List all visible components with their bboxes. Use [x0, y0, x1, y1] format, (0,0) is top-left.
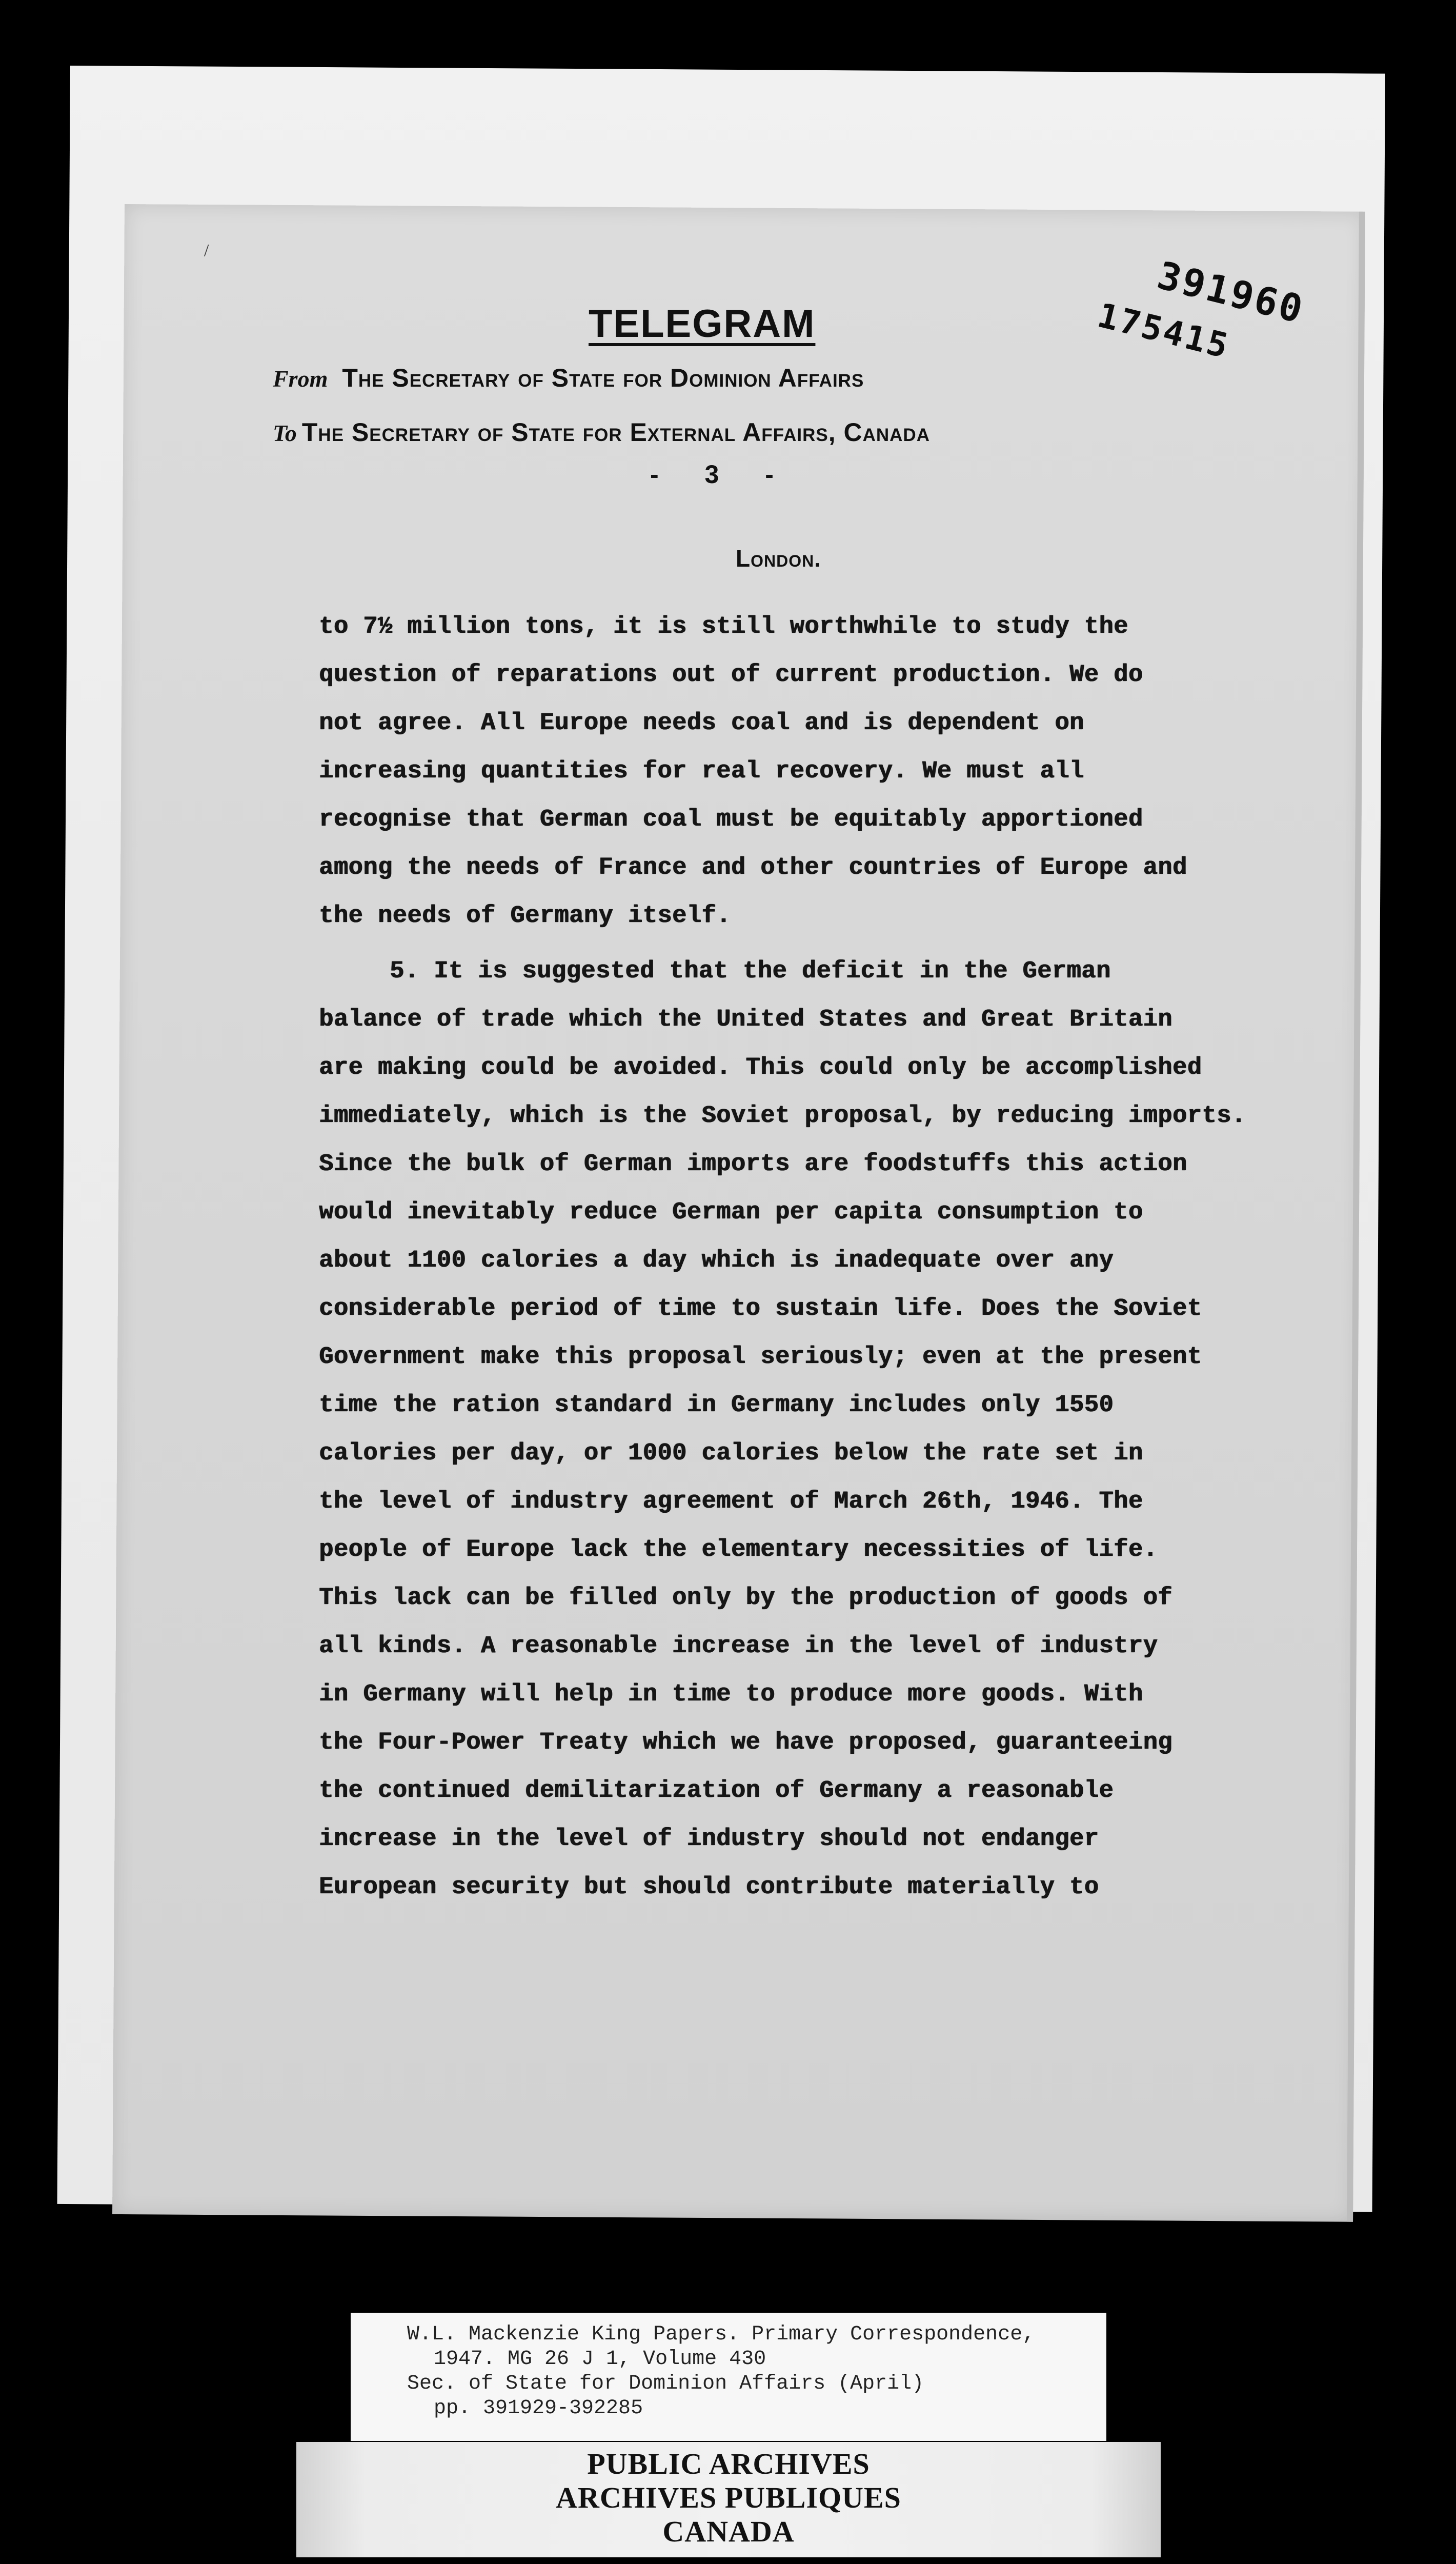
body-line: the needs of Germany itself. [319, 903, 731, 930]
body-line: This lack can be filled only by the production of goods of [319, 1585, 1172, 1612]
body-line: the level of industry agreement of March 26th, 1946. The [319, 1488, 1143, 1515]
from-label: From [273, 366, 328, 392]
body-line: people of Europe lack the elementary necessities of life. [319, 1536, 1158, 1564]
body-line: Since the bulk of German imports are foodstuffs this action [319, 1151, 1187, 1178]
archives-line-country: CANADA [662, 2515, 795, 2548]
body-line: among the needs of France and other countries of Europe and [319, 854, 1187, 882]
reference-line: Sec. of State for Dominion Affairs (April) [407, 2372, 924, 2395]
body-line: all kinds. A reasonable increase in the level of industry [319, 1633, 1158, 1660]
to-label: To [273, 420, 297, 446]
body-line: considerable period of time to sustain life. Does the Soviet [319, 1295, 1202, 1323]
archives-line-en: PUBLIC ARCHIVES [587, 2447, 870, 2480]
reference-label [351, 2313, 1106, 2441]
body-line: 5. It is suggested that the deficit in the German [390, 958, 1111, 985]
body-line: about 1100 calories a day which is inadequate over any [319, 1247, 1114, 1274]
registry-stamp-top: 391960 [1153, 253, 1309, 332]
body-line: immediately, which is the Soviet proposal, by reducing imports. [319, 1103, 1246, 1130]
reference-line: pp. 391929-392285 [434, 2397, 643, 2420]
body-line: the continued demilitarization of Germany a reasonable [319, 1777, 1114, 1805]
body-line: would inevitably reduce German per capita consumption to [319, 1199, 1143, 1226]
reference-line: 1947. MG 26 J 1, Volume 430 [434, 2348, 766, 2371]
body-line: calories per day, or 1000 calories below the rate set in [319, 1440, 1143, 1467]
body-line: are making could be avoided. This could only be accomplished [319, 1054, 1202, 1081]
body-line: increasing quantities for real recovery. We must all [319, 758, 1084, 785]
from-text: The Secretary of State for Dominion Affairs [342, 364, 864, 392]
body-line: to 7½ million tons, it is still worthwhile to study the [319, 613, 1128, 640]
place-line: London. [736, 545, 821, 572]
body-line: in Germany will help in time to produce more goods. With [319, 1681, 1143, 1708]
body-line: question of reparations out of current production. We do [319, 662, 1143, 689]
body-line: time the ration standard in Germany includes only 1550 [319, 1392, 1114, 1419]
to-text: The Secretary of State for External Affairs, Canada [301, 418, 930, 447]
body-line: increase in the level of industry should not endanger [319, 1826, 1099, 1853]
to-line [273, 417, 930, 447]
registry-stamp-bottom: 175415 [1094, 295, 1234, 367]
body-line: not agree. All Europe needs coal and is dependent on [319, 710, 1084, 737]
from-line [273, 363, 864, 393]
body-line: balance of trade which the United States and Great Britain [319, 1006, 1172, 1033]
body-line: Government make this proposal seriously; even at the present [319, 1344, 1202, 1371]
telegram-title: TELEGRAM [589, 302, 816, 346]
archives-label [296, 2442, 1161, 2557]
reference-line: W.L. Mackenzie King Papers. Primary Correspondence, [407, 2323, 1035, 2346]
archives-line-fr: ARCHIVES PUBLIQUES [556, 2481, 901, 2514]
body-line: European security but should contribute materially to [319, 1874, 1099, 1901]
page-number: - 3 - [650, 460, 793, 489]
corner-mark: / [204, 241, 209, 260]
body-line: the Four-Power Treaty which we have proposed, guaranteeing [319, 1729, 1172, 1756]
body-line: recognise that German coal must be equitably apportioned [319, 806, 1143, 833]
